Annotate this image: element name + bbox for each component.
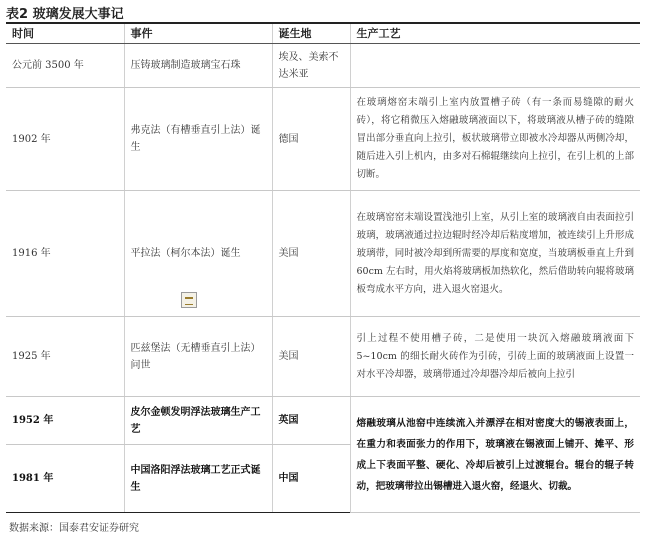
- cell-event: 弗克法（有槽垂直引上法）诞生: [124, 88, 272, 191]
- cell-origin: 英国: [272, 397, 350, 445]
- cell-time: 1916 年: [6, 191, 124, 317]
- events-table: [6, 22, 640, 513]
- table-row: [6, 191, 640, 317]
- cell-event: 匹兹堡法（无槽垂直引上法）问世: [124, 317, 272, 397]
- cell-time: 公元前 3500 年: [6, 44, 124, 88]
- cell-time: 1902 年: [6, 88, 124, 191]
- cell-event: 中国洛阳浮法玻璃工艺正式诞生: [124, 445, 272, 513]
- cell-process: [350, 44, 640, 88]
- cell-event: 压铸玻璃制造玻璃宝石珠: [124, 44, 272, 88]
- header-event: 事件: [124, 23, 272, 44]
- table-row: [6, 88, 640, 191]
- cell-time: 1925 年: [6, 317, 124, 397]
- cell-event: 皮尔金顿发明浮法玻璃生产工艺: [124, 397, 272, 445]
- cell-origin: 德国: [272, 88, 350, 191]
- cell-origin: 中国: [272, 445, 350, 513]
- cell-time: 1981 年: [6, 445, 124, 513]
- note-icon: [181, 292, 197, 308]
- header-origin: 诞生地: [272, 23, 350, 44]
- table-caption: 表2 玻璃发展大事记: [6, 7, 124, 22]
- cell-process: 熔融玻璃从池窑中连续流入并漂浮在相对密度大的锡液表面上，在重力和表面张力的作用下，玻璃液在锡液面上铺开、摊平、形成上下表面平整、硬化、冷却后被引上过渡辊台。辊台的辊子转动，把玻璃带拉出锡槽进入退火窑，经退火、切裁。: [350, 397, 640, 513]
- table-row: [6, 317, 640, 397]
- cell-origin: 美国: [272, 191, 350, 317]
- table-row: [6, 44, 640, 88]
- source-note: 数据来源：国泰君安证券研究: [9, 523, 139, 534]
- cell-event: 平拉法（柯尔本法）诞生: [124, 191, 272, 317]
- cell-process: 在玻璃熔窑末端引上室内放置槽子砖（有一条而易缝隙的耐火砖），将它稍微压入熔融玻璃液面以下，将玻璃液从槽子砖的缝隙冒出部分垂直向上拉引，板状玻璃带立即被水冷却器从两侧冷却，随后进入引上机内，由多对石棉辊继续向上拉引，在引上机的上部切断。: [350, 88, 640, 191]
- table-header-row: [6, 23, 640, 44]
- cell-time: 1952 年: [6, 397, 124, 445]
- table-row: [6, 397, 640, 445]
- header-time: 时间: [6, 23, 124, 44]
- cell-process: 在玻璃窑窑末端设置浅池引上室，从引上室的玻璃液自由表面拉引玻璃，玻璃液通过拉边辊时经冷却后粘度增加，被连续引上升形成玻璃带，同时被冷却到所需要的厚度和宽度，当玻璃板垂直上升到 60cm 左右时，用火焰将玻璃板加热软化，然后借助转向辊将玻璃板弯成水平方向，进入退火窑退火。: [350, 191, 640, 317]
- cell-origin: 美国: [272, 317, 350, 397]
- cell-origin: 埃及、美索不达米亚: [272, 44, 350, 88]
- header-process: 生产工艺: [350, 23, 640, 44]
- cell-process: 引上过程不使用槽子砖，二是使用一块沉入熔融玻璃液面下 5~10cm 的细长耐火砖作为引砖，引砖上面的玻璃液面上设置一对水平冷却器，玻璃带通过冷却器冷却后被向上拉引: [350, 317, 640, 397]
